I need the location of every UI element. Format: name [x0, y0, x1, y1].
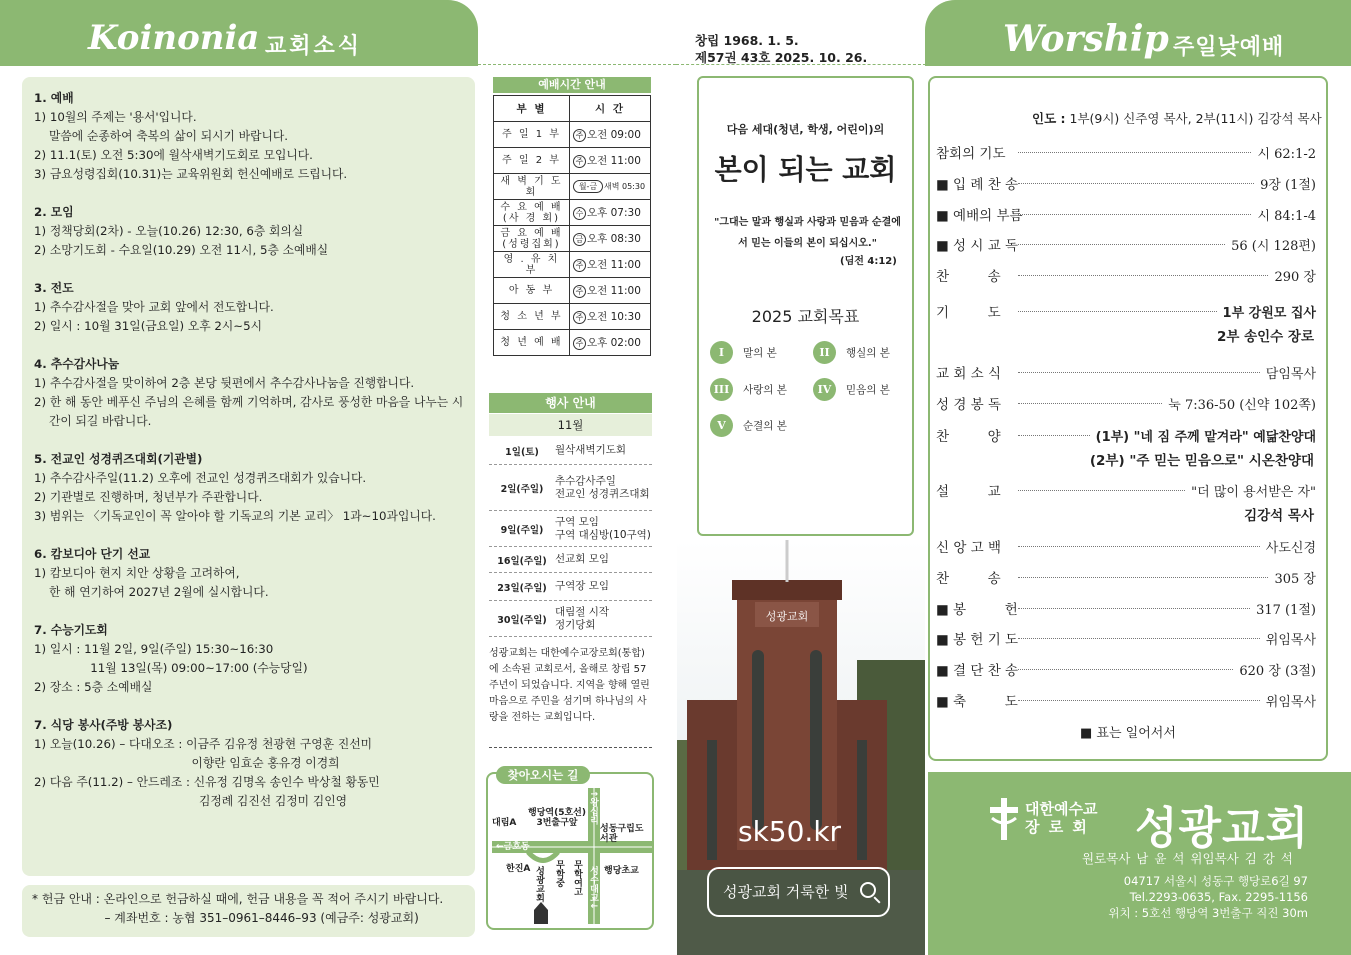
schedule-time: 오전 10:30 [587, 311, 641, 323]
order-label: ■ 입 례 찬 송 [936, 177, 1019, 193]
map-hanjin-label: 한진A [506, 864, 531, 874]
leader-dots [1018, 311, 1217, 312]
event-date: 2일(주일) [500, 483, 544, 495]
schedule-time-cell [570, 148, 651, 174]
koinonia-title: Koinonia [88, 18, 260, 58]
schedule-row [494, 226, 651, 252]
order-continuation: (2부) "주 믿는 믿음으로" 시온찬양대 [1089, 453, 1314, 469]
event-text: 구역 모임 구역 대심방(10구역) [555, 515, 651, 541]
schedule-time-cell [570, 330, 651, 356]
news-line: 2) 일시 : 10월 31일(금요일) 오후 2시~5시 [34, 319, 263, 333]
map-station-label: 행당역(5호선) 3번출구앞 [528, 808, 586, 828]
leader-dots [1018, 577, 1268, 578]
order-continuation: 김강석 목사 [1244, 508, 1314, 524]
news-section [34, 621, 463, 697]
schedule-row [494, 200, 651, 226]
event-row [489, 511, 652, 547]
event-text: 월삭새벽기도회 [555, 444, 627, 456]
news-line: 1) 10월의 주제는 '용서'입니다. [34, 110, 197, 124]
news-heading: 7. 식당 봉사(주방 봉사조) [34, 718, 173, 732]
news-line: 1) 추수감사절을 맞이하여 2층 본당 뒷편에서 추수감사나눔을 진행합니다. [34, 376, 415, 390]
church-news-box [22, 77, 475, 876]
verse: "그대는 말과 행실과 사랑과 믿음과 순결에서 믿는 이들의 본이 되십시오." [714, 217, 901, 249]
day-badge: 수 [573, 207, 586, 220]
event-row [489, 547, 652, 573]
schedule-dept: 영 . 유 치 부 [494, 252, 570, 278]
order-label: ■ 봉 헌 [936, 602, 1018, 618]
event-row [489, 601, 652, 637]
offering-line: * 헌금 안내 : 온라인으로 헌금하실 때에, 헌금 내용을 꼭 적어 주시기 바랍니다. [32, 892, 444, 906]
event-date: 16일(주일) [497, 555, 547, 567]
event-text: 선교회 모임 [555, 553, 610, 565]
news-section [34, 355, 463, 431]
day-badge: 주 [573, 155, 586, 168]
order-value: 9장 (1절) [1260, 177, 1316, 193]
order-value: 시 62:1-2 [1257, 146, 1316, 162]
divider [478, 64, 676, 65]
map-middle-label: 무학중 [554, 860, 564, 887]
slogan-big: 본이 되는 교회 [714, 153, 897, 186]
search-box[interactable] [707, 867, 890, 917]
event-text: 추수감사주일 전교인 성경퀴즈대회 [555, 474, 650, 500]
schedule-row [494, 278, 651, 304]
order-label: ■ 성 시 교 독 [936, 238, 1019, 254]
schedule-time-cell [570, 278, 651, 304]
news-heading: 4. 추수감사나눔 [34, 357, 120, 371]
leader-dots [1018, 490, 1185, 491]
leader-dots [1018, 372, 1260, 373]
day-badge: 주 [573, 259, 586, 272]
event-text: 구역장 모임 [555, 580, 610, 592]
address-line: 04717 서울시 성동구 행당로6길 97 [1123, 874, 1308, 888]
news-line: 이향란 임효순 홍유경 이경희 [34, 756, 340, 770]
news-line: 11월 13일(목) 09:00~17:00 (수능당일) [34, 661, 308, 675]
order-label: ■ 예배의 부름 [936, 208, 1023, 224]
news-section [34, 545, 463, 602]
order-value: 위임목사 [1265, 694, 1316, 710]
schedule-time: 오전 11:00 [587, 259, 641, 271]
order-row [936, 203, 1316, 225]
worship-subtitle: 주일낮예배 [1173, 35, 1285, 60]
schedule-time: 오후 07:30 [587, 207, 641, 219]
news-line: 2) 소망기도회 - 수요일(10.29) 오전 11시, 5층 소예배실 [34, 243, 329, 257]
news-line: 2) 기관별로 진행하며, 청년부가 주관합니다. [34, 490, 263, 504]
leader-dots [1018, 403, 1162, 404]
event-row [489, 465, 652, 511]
leader-label: 인도 : [1032, 111, 1066, 126]
schedule-row [494, 252, 651, 278]
schedule-time-cell [570, 200, 651, 226]
order-value: 290 장 [1274, 269, 1316, 285]
offering-notice [22, 885, 475, 937]
schedule-time: 오전 11:00 [587, 155, 641, 167]
news-heading: 1. 예배 [34, 91, 74, 105]
schedule-row [494, 122, 651, 148]
phone-line: Tel.2293-0635, Fax. 2295-1156 [1129, 890, 1308, 904]
church-address [1108, 873, 1308, 921]
schedule-dept: 수 요 예 배 (사 경 회) [494, 200, 570, 226]
event-date: 23일(주일) [497, 582, 547, 594]
news-line: 1) 추수감사주일(11.2) 오후에 전교인 성경퀴즈대회가 있습니다. [34, 471, 367, 485]
stand-note: ■ 표는 일어서서 [1080, 726, 1176, 741]
event-text: 대림절 시작 정기당회 [555, 605, 610, 631]
schedule-time-cell [570, 122, 651, 148]
divider [676, 64, 926, 65]
order-value: 사도신경 [1265, 540, 1316, 556]
order-row [936, 424, 1316, 446]
order-value: 담임목사 [1265, 366, 1316, 382]
news-line: 1) 오늘(10.26) – 다대오조 : 이금주 김유정 천광현 구영훈 진선미 [34, 737, 373, 751]
order-label: 찬 송 [936, 571, 1001, 587]
order-label: 찬 양 [936, 429, 1001, 445]
schedule-time: 오후 08:30 [587, 233, 641, 245]
location-line: 위치 : 5호선 행당역 3번출구 직진 30m [1108, 906, 1308, 920]
order-value: 317 (1절) [1256, 602, 1316, 618]
order-value: 620 장 (3절) [1239, 663, 1316, 679]
map-geumho-label: ←금호동 [496, 842, 530, 852]
order-row [936, 392, 1316, 414]
day-badge: 주 [573, 337, 586, 350]
leader-dots [1018, 214, 1251, 215]
news-section [34, 716, 463, 811]
order-value: 1부 강원모 집사 [1222, 305, 1316, 321]
news-heading: 7. 수능기도회 [34, 623, 108, 637]
leader-dots [1018, 638, 1260, 639]
leader-dots [1018, 152, 1251, 153]
day-badge: 금 [573, 233, 586, 246]
founded-date: 창립 1968. 1. 5. [695, 33, 799, 48]
news-line: 1) 일시 : 11월 2일, 9일(주일) 15:30~16:30 [34, 642, 274, 656]
events-title: 행사 안내 [489, 393, 652, 413]
schedule-time-cell [570, 226, 651, 252]
schedule-dept: 금 요 예 배 (성령집회) [494, 226, 570, 252]
news-line: 2) 장소 : 5층 소예배실 [34, 680, 153, 694]
news-line: 2) 다음 주(11.2) – 안드레조 : 신유정 김명옥 송인수 박상철 황동민 [34, 775, 380, 789]
schedule-title: 예배시간 안내 [493, 77, 651, 93]
schedule-dept: 주 일 1 부 [494, 122, 570, 148]
koinonia-header [0, 0, 478, 66]
map-daerim-label: 대림A [492, 818, 517, 828]
event-row [489, 573, 652, 601]
search-icon [860, 882, 876, 898]
order-row [936, 689, 1316, 711]
news-section [34, 89, 463, 184]
news-heading: 5. 전교인 성경퀴즈대회(기관별) [34, 452, 203, 466]
schedule-time-cell [570, 304, 651, 330]
event-date: 30일(주일) [497, 614, 547, 626]
order-label: ■ 축 도 [936, 694, 1018, 710]
map-elementary-label: 행당초교 [604, 866, 639, 876]
news-line: 한 해 연기하여 2027년 2월에 실시합니다. [34, 585, 269, 599]
schedule-table [493, 95, 651, 356]
news-line: 간이 되길 바랍니다. [34, 414, 152, 428]
leader-dots [1018, 608, 1250, 609]
order-row [936, 566, 1316, 588]
schedule-row [494, 148, 651, 174]
order-label: 기 도 [936, 305, 1001, 321]
day-badge: 주 [573, 129, 586, 142]
news-section [34, 203, 463, 260]
events-month: 11월 [489, 414, 652, 436]
order-row [936, 627, 1316, 649]
order-label: 교 회 소 식 [936, 366, 1002, 382]
goal-item: IV 믿음의 본 [813, 378, 890, 401]
slogan-small: 다음 세대(청년, 학생, 어린이)의 [726, 123, 885, 136]
order-row [936, 658, 1316, 680]
news-line: 1) 캄보디아 현지 치안 상황을 고려하여, [34, 566, 240, 580]
order-row [936, 172, 1316, 194]
leader-dots [1018, 700, 1260, 701]
schedule-dept: 새 벽 기 도 회 [494, 174, 570, 200]
order-value: 305 장 [1274, 571, 1316, 587]
schedule-row [494, 174, 651, 200]
order-row [936, 535, 1316, 557]
order-row [936, 233, 1316, 255]
worship-title: Worship [1003, 18, 1169, 60]
schedule-dept: 아 동 부 [494, 278, 570, 304]
order-label: ■ 봉 헌 기 도 [936, 632, 1019, 648]
leader-dots [1018, 435, 1090, 436]
event-date: 9일(주일) [500, 524, 544, 536]
order-label: 설 교 [936, 484, 1001, 500]
order-row [936, 597, 1316, 619]
denomination-line: 대한예수교 [1025, 800, 1098, 818]
order-value: 56 (시 128편) [1231, 238, 1316, 254]
svg-text:성광교회: 성광교회 [765, 610, 809, 623]
denomination [1025, 800, 1097, 836]
schedule-row [494, 330, 651, 356]
order-value: "더 많이 용서받은 자" [1191, 484, 1316, 500]
order-value: 시 84:1-4 [1257, 208, 1316, 224]
map-girls-label: 무학여고 [572, 860, 582, 896]
order-value: (1부) "네 짐 주께 맡겨라" 예닮찬양대 [1095, 429, 1316, 445]
order-value: 눅 7:36-50 (신약 102쪽) [1168, 397, 1316, 413]
goal-title: 2025 교회목표 [751, 307, 860, 326]
schedule-time: 오후 02:00 [587, 337, 641, 349]
order-row [936, 479, 1316, 501]
verse-ref: (딤전 4:12) [840, 256, 897, 267]
church-name: 성광교회 [1135, 803, 1310, 854]
goal-item: I 말의 본 [710, 341, 777, 364]
order-label: 참회의 기도 [936, 146, 1006, 162]
goal-item: II 행실의 본 [813, 341, 890, 364]
pastors: 원로목사 남 윤 석 위임목사 김 강 석 [1082, 851, 1293, 866]
map-library-label: 성동구립도서관 [600, 824, 644, 844]
news-line: 김정례 김진선 김정미 김인영 [34, 794, 347, 808]
worship-leader [1032, 109, 1322, 127]
cross-logo-icon [988, 798, 1020, 844]
order-label: ■ 결 단 찬 송 [936, 663, 1019, 679]
news-line: 3) 범위는 〈기독교인이 꼭 알아야 할 기독교의 기본 교리〉 1과~10과입니다. [34, 509, 436, 523]
schedule-dept: 청 소 년 부 [494, 304, 570, 330]
news-line: 2) 11.1(토) 오전 5:30에 월삭새벽기도회로 모입니다. [34, 148, 313, 162]
search-icon-handle [873, 896, 880, 903]
schedule-time-cell [570, 174, 651, 200]
order-row [936, 264, 1316, 286]
schedule-col-dept: 부 별 [494, 96, 570, 122]
news-line: 말씀에 순종하여 축복의 삶이 되시기 바랍니다. [34, 129, 289, 143]
divider [489, 747, 652, 748]
map-wangsimni-label: ↑왕십리 [588, 790, 598, 825]
schedule-row [494, 304, 651, 330]
map-seongsu-label: 성수대교↓ [588, 866, 598, 910]
leader-dots [1018, 546, 1260, 547]
order-label: 찬 송 [936, 269, 1001, 285]
day-badge: 월-금 [573, 180, 603, 193]
denomination-line: 장 로 회 [1025, 818, 1089, 836]
order-label: 신 앙 고 백 [936, 540, 1002, 556]
map-title: 찾아오시는 길 [496, 766, 590, 784]
leader-dots [1018, 183, 1254, 184]
leader-dots [1018, 669, 1233, 670]
event-date: 1일(토) [505, 446, 539, 458]
schedule-time: 오전 11:00 [587, 285, 641, 297]
day-badge: 주 [573, 311, 586, 324]
leader-names: 1부(9시) 신주영 목사, 2부(11시) 김강석 목사 [1069, 111, 1322, 126]
schedule-time: 새벽 05:30 [604, 182, 646, 191]
worship-header [925, 0, 1351, 66]
order-continuation: 2부 송인수 장로 [1216, 329, 1314, 345]
schedule-time-cell [570, 252, 651, 278]
news-heading: 3. 전도 [34, 281, 74, 295]
order-row [936, 361, 1316, 383]
news-line: 1) 추수감사절을 맞아 교회 앞에서 전도합니다. [34, 300, 274, 314]
order-value: 위임목사 [1265, 632, 1316, 648]
order-row [936, 300, 1316, 322]
schedule-dept: 청 년 예 배 [494, 330, 570, 356]
offering-account: – 계좌번호 : 농협 351–0961–8446–93 (예금주: 성광교회) [32, 911, 419, 925]
website-url[interactable]: sk50.kr [738, 815, 842, 848]
schedule-time: 오전 09:00 [587, 129, 641, 141]
day-badge: 주 [573, 285, 586, 298]
koinonia-subtitle: 교회소식 [265, 34, 363, 59]
news-section [34, 450, 463, 526]
goal-item: V 순결의 본 [710, 414, 787, 437]
leader-dots [1018, 275, 1268, 276]
leader-dots [1018, 244, 1225, 245]
schedule-dept: 주 일 2 부 [494, 148, 570, 174]
goal-item: III 사랑의 본 [710, 378, 787, 401]
news-heading: 6. 캄보디아 단기 선교 [34, 547, 151, 561]
map-church-label: 성광교회 [534, 866, 544, 902]
news-heading: 2. 모임 [34, 205, 74, 219]
church-description: 성광교회는 대한예수교장로회(통합)에 소속된 교회로서, 올해로 창립 57주년이 되었습니다. 지역을 향해 열린 마음으로 주민을 섬기며 하나님의 사랑을 전하는 교회입니다. [489, 648, 650, 723]
issue-info [695, 32, 867, 66]
map-box [486, 772, 654, 930]
news-line: 2) 한 해 동안 베푸신 주님의 은혜를 함께 기억하며, 감사로 풍성한 마음을 나누는 시 [34, 395, 464, 409]
news-line: 1) 정책당회(2차) - 오늘(10.26) 12:30, 6층 회의실 [34, 224, 304, 238]
news-line: 3) 금요성령집회(10.31)는 교육위원회 헌신예배로 드립니다. [34, 167, 348, 181]
order-label: 성 경 봉 독 [936, 397, 1002, 413]
search-text: 성광교회 거룩한 빛 [723, 883, 849, 901]
issue-number: 제57권 43호 2025. 10. 26. [695, 50, 868, 65]
news-section [34, 279, 463, 336]
event-row [489, 437, 652, 465]
order-row [936, 141, 1316, 163]
schedule-col-time: 시 간 [570, 96, 651, 122]
